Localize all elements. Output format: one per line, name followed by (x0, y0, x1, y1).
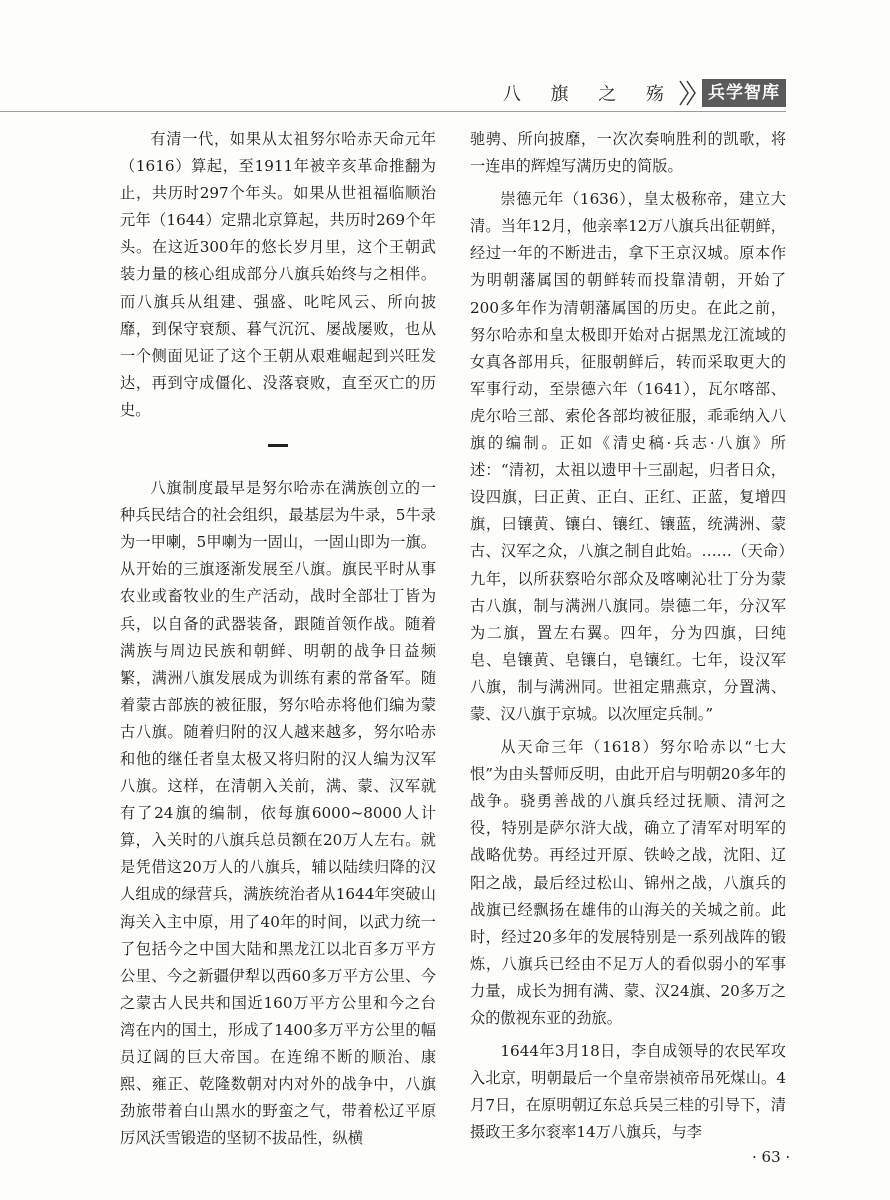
right-column (470, 126, 786, 1152)
paragraph: 驰骋、所向披靡，一次次奏响胜利的凯歌，将一连串的辉煌写满历史的简版。 (470, 130, 786, 176)
section-divider (268, 444, 288, 447)
header-rule (0, 111, 786, 112)
running-header (503, 78, 786, 108)
section-title: 八 旗 之 殇 (502, 84, 676, 105)
paragraph: 从天命三年（1618）努尔哈赤以“七大恨”为由头誓师反明，由此开启与明朝20多年的战争。骁勇善战的八旗兵经过抚顺、清河之役，特别是萨尔浒大战，确立了清军对明军的战略优势。再经过开原、铁岭之战，沈阳、辽阳之战，最后经过松山、锦州之战，八旗兵的战旗已经飘扬在雄伟的山海关的关城之前。此时，经过20多年的发展特别是一系列战阵的锻炼，八旗兵已经由不足万人的看似弱小的军事力量，成长为拥有满、蒙、汉24旗、20多万之众的傲视东亚的劲旅。 (470, 738, 786, 1027)
chevron-right-icon (678, 79, 700, 107)
paragraph: 1644年3月18日，李自成领导的农民军攻入北京，明朝最后一个皇帝崇祯帝吊死煤山。4月7日，在原明朝辽东总兵吴三桂的引导下，清摄政王多尔衮率14万八旗兵，与李 (470, 1042, 786, 1142)
brand-label: 兵学智库 (702, 79, 786, 107)
paragraph: 八旗制度最早是努尔哈赤在满族创立的一种兵民结合的社会组织，最基层为牛录，5牛录为一甲喇，5甲喇为一固山，一固山即为一旗。从开始的三旗逐渐发展至八旗。旗民平时从事农业或畜牧业的生产活动，战时全部壮丁皆为兵，以自备的武器装备，跟随首领作战。随着满族与周边民族和朝鲜、明朝的战争日益频繁，满洲八旗发展成为训练有素的常备军。随着蒙古部族的被征服，努尔哈赤将他们编为蒙古八旗。随着归附的汉人越来越多，努尔哈赤和他的继任者皇太极又将归附的汉人编为汉军八旗。这样，在清朝入关前，满、蒙、汉军就有了24旗的编制，依每旗6000~8000人计算，入关时的八旗兵总员额在20万人左右。就是凭借这20万人的八旗兵，辅以陆续归降的汉人组成的绿营兵，满族统治者从1644年突破山海关入主中原，用了40年的时间，以武力统一了包括今之中国大陆和黑龙江以北百多万平方公里、今之新疆伊犁以西60多万平方公里、今之蒙古人民共和国近160万平方公里和今之台湾在内的国土，形成了1400多万平方公里的幅员辽阔的巨大帝国。在连绵不断的顺治、康熙、雍正、乾隆数朝对内对外的战争中，八旗劲旅带着白山黑水的野蛮之气，带着松辽平原厉风沃雪锻造的坚韧不拔品性，纵横 (120, 479, 436, 1148)
left-column (120, 126, 436, 1158)
paragraph: 崇德元年（1636），皇太极称帝，建立大清。当年12月，他亲率12万八旗兵出征朝鲜，经过一年的不断进击，拿下王京汉城。原本作为明朝藩属国的朝鲜转而投靠清朝，开始了200多年作为清朝藩属国的历史。在此之前，努尔哈赤和皇太极即开始对占据黑龙江流域的女真各部用兵，征服朝鲜后，转而采取更大的军事行动，至崇德六年（1641），瓦尔喀部、虎尔哈三部、索伦各部均被征服，乖乖纳入八旗的编制。正如《清史稿·兵志·八旗》所述：“清初，太祖以遗甲十三副起，归者日众，设四旗，曰正黄、正白、正红、正蓝，复增四旗，曰镶黄、镶白、镶红、镶蓝，统满洲、蒙古、汉军之众，八旗之制自此始。……（天命）九年，以所获察哈尔部众及喀喇沁壮丁分为蒙古八旗，制与满洲八旗同。崇德二年，分汉军为二旗，置左右翼。四年，分为四旗，曰纯皂、皂镶黄、皂镶白，皂镶红。七年，设汉军八旗，制与满洲同。世祖定鼎燕京，分置满、蒙、汉八旗于京城。以次厘定兵制。” (470, 190, 786, 723)
paragraph: 有清一代，如果从太祖努尔哈赤天命元年（1616）算起，至1911年被辛亥革命推翻为止，共历时297个年头。如果从世祖福临顺治元年（1644）定鼎北京算起，共历时269个年头。在这近300年的悠长岁月里，这个王朝武装力量的核心组成部分八旗兵始终与之相伴。而八旗兵从组建、强盛、叱咤风云、所向披靡，到保守衰颓、暮气沉沉、屡战屡败，也从一个侧面见证了这个王朝从艰难崛起到兴旺发达，再到守成僵化、没落衰败，直至灭亡的历史。 (120, 130, 436, 419)
page-number: · 63 · (752, 1148, 791, 1166)
